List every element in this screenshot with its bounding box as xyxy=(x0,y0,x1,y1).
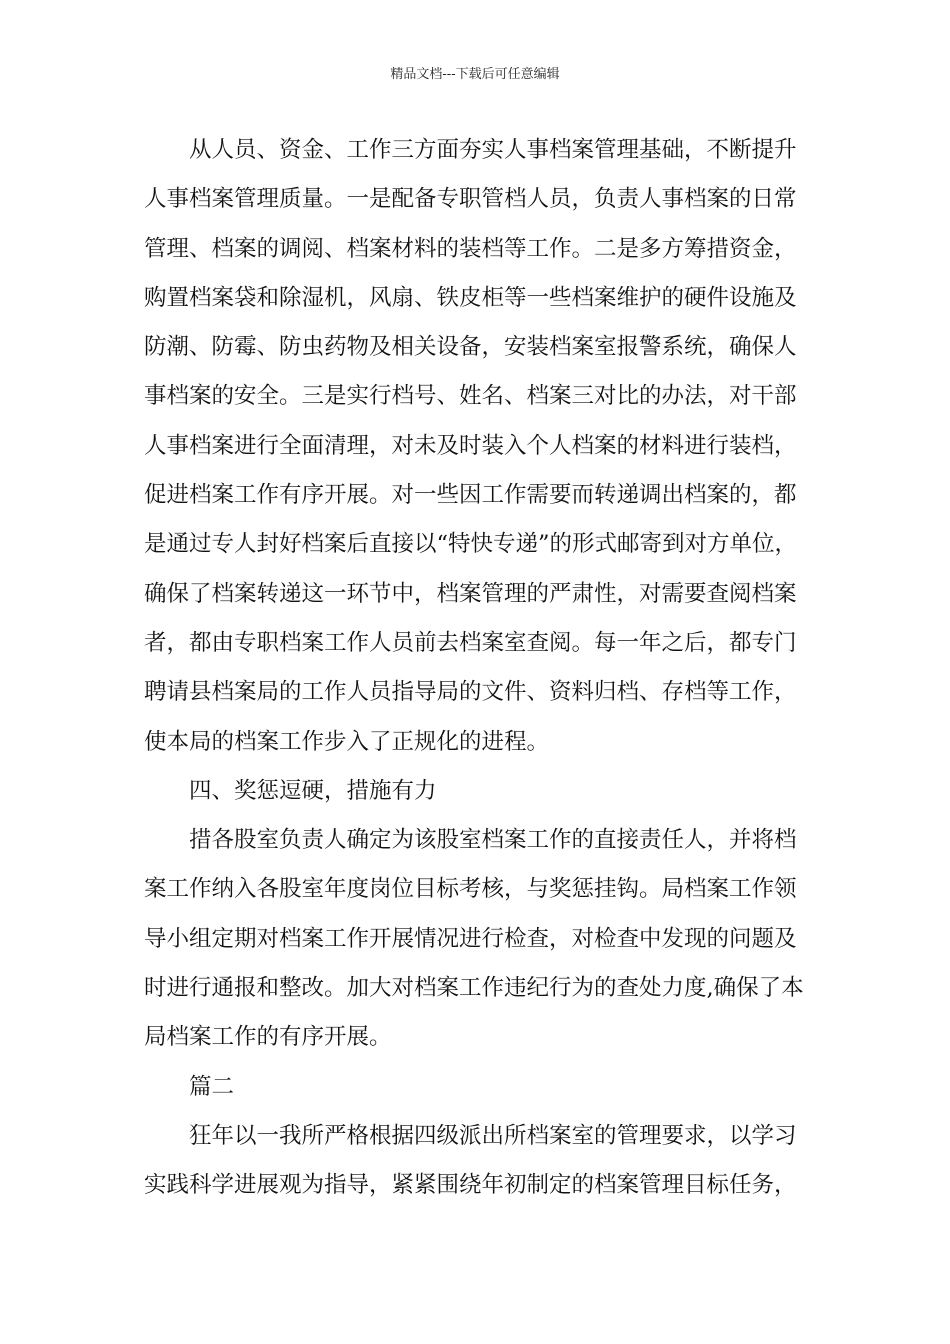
document-body xyxy=(144,126,808,1211)
page-header: 精品文档---下载后可任意编辑 xyxy=(390,67,560,82)
text-line: 使本局的档案工作步入了正规化的进程。 xyxy=(144,728,550,755)
text-line: 实践科学进展观为指导，紧紧围绕年初制定的档案管理目标任务， xyxy=(144,1172,797,1199)
text-line: 者，都由专职档案工作人员前去档案室查阅。每一年之后，都专门 xyxy=(144,629,797,656)
text-line: 篇二 xyxy=(189,1073,235,1100)
text-line: 案工作纳入各股室年度岗位目标考核，与奖惩挂钩。局档案工作领 xyxy=(144,876,797,903)
text-line: 人事档案进行全面清理，对未及时装入个人档案的材料进行装档， xyxy=(144,432,797,459)
text-line: 人事档案管理质量。一是配备专职管档人员，负责人事档案的日常 xyxy=(144,186,797,213)
text-line: 导小组定期对档案工作开展情况进行检查，对检查中发现的问题及 xyxy=(144,925,797,952)
text-line: 局档案工作的有序开展。 xyxy=(144,1024,392,1051)
text-line: 确保了档案转递这一环节中，档案管理的严肃性，对需要查阅档案 xyxy=(144,580,797,607)
text-line: 是通过专人封好档案后直接以“特快专递”的形式邮寄到对方单位， xyxy=(144,531,798,558)
text-line: 四、奖惩逗硬，措施有力 xyxy=(189,777,437,804)
text-line: 从人员、资金、工作三方面夯实人事档案管理基础，不断提升 xyxy=(189,137,797,163)
text-line: 时进行通报和整改。加大对档案工作违纪行为的查处力度,确保了本 xyxy=(144,975,804,1002)
text-line: 管理、档案的调阅、档案材料的装档等工作。二是多方筹措资金， xyxy=(144,235,797,262)
text-line: 促进档案工作有序开展。对一些因工作需要而转递调出档案的，都 xyxy=(144,482,797,509)
text-line: 事档案的安全。三是实行档号、姓名、档案三对比的办法，对干部 xyxy=(144,383,797,410)
text-line: 聘请县档案局的工作人员指导局的文件、资料归档、存档等工作， xyxy=(144,679,797,706)
text-line: 购置档案袋和除湿机，风扇、铁皮柜等一些档案维护的硬件设施及 xyxy=(144,284,797,311)
text-line: 狂年以一我所严格根据四级派出所档案室的管理要求，以学习 xyxy=(189,1122,797,1149)
text-line: 措各股室负责人确定为该股室档案工作的直接责任人，并将档 xyxy=(189,827,797,854)
text-line: 防潮、防霉、防虫药物及相关设备，安装档案室报警系统，确保人 xyxy=(144,334,797,361)
